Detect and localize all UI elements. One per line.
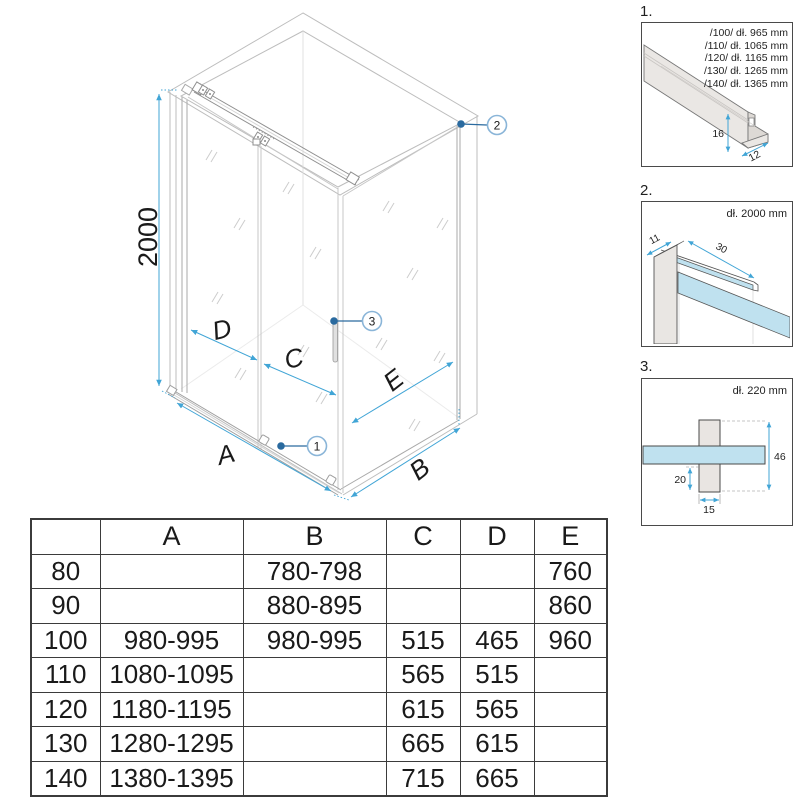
- table-cell: 1080-1095: [100, 658, 243, 693]
- table-cell: [386, 589, 460, 624]
- row-size-label: 130: [31, 727, 100, 762]
- callout-3-number: 3: [368, 314, 376, 329]
- dim-label-E: E: [377, 362, 410, 398]
- table-cell: 515: [386, 623, 460, 658]
- table-cell: 760: [534, 554, 607, 589]
- callout-1-number: 1: [313, 439, 321, 454]
- table-cell: [460, 589, 534, 624]
- table-cell: 1380-1395: [100, 761, 243, 796]
- table-row: [31, 727, 607, 762]
- detail-3-length: dł. 220 mm: [732, 385, 787, 397]
- table-cell: 665: [386, 727, 460, 762]
- row-size-label: 140: [31, 761, 100, 796]
- wall-profile-drawing: [642, 202, 790, 344]
- top-rail: [192, 82, 359, 185]
- row-size-label: 110: [31, 658, 100, 693]
- dim-label-B: B: [403, 451, 436, 487]
- length-option: /100/ dł. 965 mm: [709, 27, 788, 39]
- dim-label-C: C: [281, 341, 307, 376]
- detail-1-label: 1.: [640, 3, 653, 20]
- table-cell: [243, 727, 386, 762]
- callout-2-number: 2: [493, 118, 501, 133]
- table-cell: [534, 761, 607, 796]
- detail-1-box: [641, 22, 793, 167]
- table-cell: 880-895: [243, 589, 386, 624]
- room-outline: [168, 13, 478, 495]
- dim-15: 15: [703, 504, 715, 516]
- detail-3-label: 3.: [640, 358, 653, 375]
- dim-30: 30: [713, 241, 729, 257]
- table-row: [31, 692, 607, 727]
- row-size-label: 80: [31, 554, 100, 589]
- table-row: [31, 554, 607, 589]
- dim-16: 16: [712, 128, 724, 140]
- height-dim-label: 2000: [133, 206, 163, 268]
- dim-12: 12: [746, 148, 763, 164]
- length-option: /120/ dł. 1165 mm: [704, 52, 788, 65]
- table-row: [31, 658, 607, 693]
- table-cell: [386, 554, 460, 589]
- table-cell: 980-995: [243, 623, 386, 658]
- table-cell: 565: [386, 658, 460, 693]
- table-cell: 465: [460, 623, 534, 658]
- spec-table-body: [31, 554, 607, 796]
- table-cell: [100, 554, 243, 589]
- glass-edges: [188, 97, 459, 493]
- table-cell: 565: [460, 692, 534, 727]
- table-cell: 1180-1195: [100, 692, 243, 727]
- length-option: /130/ dł. 1265 mm: [703, 65, 788, 78]
- table-row: [31, 761, 607, 796]
- row-size-label: 100: [31, 623, 100, 658]
- col-header-C: C: [386, 519, 460, 554]
- table-header-row: [31, 519, 607, 554]
- callout-1: [277, 437, 326, 456]
- detail-1-length-list: [704, 27, 788, 91]
- table-cell: 715: [386, 761, 460, 796]
- col-header-B: B: [243, 519, 386, 554]
- detail-3-box: [641, 378, 793, 526]
- length-option: /140/ dł. 1365 mm: [703, 77, 788, 90]
- table-cell: [100, 589, 243, 624]
- dim-label-D: D: [209, 312, 235, 347]
- table-cell: [534, 692, 607, 727]
- callout-2: [457, 116, 506, 135]
- table-cell: 615: [460, 727, 534, 762]
- size-table: [30, 518, 608, 797]
- table-cell: 860: [534, 589, 607, 624]
- table-cell: [460, 554, 534, 589]
- detail-2-label: 2.: [640, 182, 653, 199]
- table-cell: 665: [460, 761, 534, 796]
- col-header-E: E: [534, 519, 607, 554]
- table-cell: 960: [534, 623, 607, 658]
- table-cell: 980-995: [100, 623, 243, 658]
- table-cell: 780-798: [243, 554, 386, 589]
- col-header-D: D: [460, 519, 534, 554]
- table-cell: 1280-1295: [100, 727, 243, 762]
- row-size-label: 90: [31, 589, 100, 624]
- dim-label-A: A: [213, 437, 238, 471]
- table-cell: 515: [460, 658, 534, 693]
- length-option: /110/ dł. 1065 mm: [704, 39, 788, 52]
- dim-11: 11: [647, 232, 662, 248]
- table-cell: [534, 727, 607, 762]
- table-cell: 615: [386, 692, 460, 727]
- table-cell: [534, 658, 607, 693]
- glass-bar: [643, 446, 765, 464]
- col-header-A: A: [100, 519, 243, 554]
- table-row: [31, 623, 607, 658]
- dim-20: 20: [674, 474, 686, 486]
- dim-line-E: [352, 362, 453, 423]
- dim-46: 46: [774, 451, 786, 463]
- glass-reflections: [206, 150, 448, 431]
- wall-strip: [654, 245, 677, 344]
- col-header-size: [31, 519, 100, 554]
- row-size-label: 120: [31, 692, 100, 727]
- cross-section-drawing: [642, 379, 790, 523]
- door-handle: [333, 322, 338, 362]
- table-row: [31, 589, 607, 624]
- detail-2-box: [641, 201, 793, 347]
- table-cell: [243, 761, 386, 796]
- table-cell: [243, 692, 386, 727]
- table-cell: [243, 658, 386, 693]
- detail-2-length: dł. 2000 mm: [726, 208, 787, 220]
